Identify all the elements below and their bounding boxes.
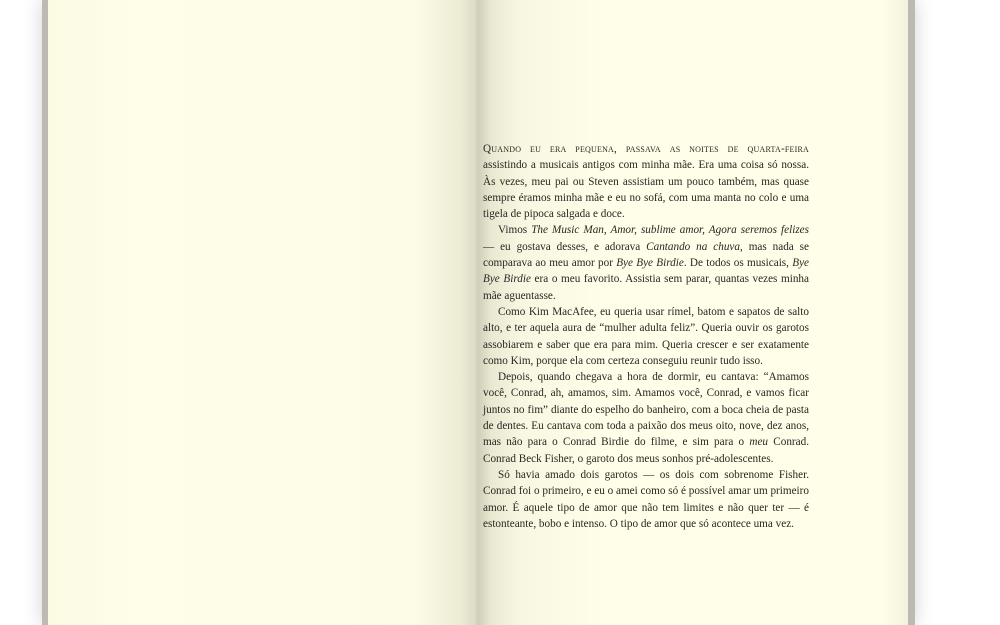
chapter-opening-smallcaps: Quando eu era pequena, passava as noites de quarta-feira (483, 143, 809, 155)
film-title-birdie-2: Bye Bye Birdie (483, 257, 809, 286)
paragraph-2-text-b: — eu gostava desses, e adorava (483, 240, 647, 253)
paragraph-2-text-e: era o meu favorito. Assistia sem parar, quantas vezes minha mãe aguentasse. (483, 273, 809, 302)
paragraph-4-text-a: Depois, quando chegava a hora de dormir, eu cantava: “Amamos você, Conrad, ah, amamos, sim. Amamos você, Conrad, e vamos ficar juntos no fim” diante do espelho do banheiro, com a boca cheia de pasta de dentes. Eu cantava com toda a paixão dos meus oito, nove, dez anos, mas não para o Conrad Birdie do filme, e sim para o (483, 371, 809, 449)
film-titles-italic: The Music Man, Amor, sublime amor, Agora seremos felizes (531, 224, 809, 237)
paragraph-4 (483, 369, 809, 467)
paragraph-4-text-b: Conrad. Conrad Beck Fisher, o garoto dos meus sonhos pré-adolescentes. (483, 436, 810, 465)
chapter-text (483, 141, 809, 532)
left-page-blank[interactable] (48, 0, 478, 625)
paragraph-1-text: assistindo a musicais antigos com minha mãe. Era uma coisa só nossa. Às vezes, meu pai ou Steven assistiam um pouco também, mas quase sempre éramos minha mãe e eu no sofá, com uma manta no colo e uma tigela de pipoca salgada e doce. (483, 159, 809, 221)
paragraph-2-text-a: Vimos (498, 224, 532, 237)
emphasis-meu: meu (749, 436, 769, 449)
paragraph-2 (483, 222, 809, 303)
paragraph-3: Como Kim MacAfee, eu queria usar rímel, batom e sapatos de salto alto, e ter aquela aura de “mulher adulta feliz”. Queria ouvir os garotos assobiarem e saber que era para mim. Queria crescer e ser exatamente como Kim, porque ela com certeza conseguiu reunir tudo isso. (483, 305, 809, 367)
paragraph-5: Só havia amado dois garotos — os dois com sobrenome Fisher. Conrad foi o primeiro, e eu o amei como só é possível amar um primeiro amor. É aquele tipo de amor que não tem limites e não quer ter — é estonteante, bobo e intenso. O tipo de amor que só acontece uma vez. (483, 468, 809, 530)
film-title-cantando: Cantando na chuva (646, 240, 740, 253)
paragraph-2-text-c: , mas nada se comparava ao meu amor por (483, 240, 809, 270)
paragraph-1 (483, 141, 809, 222)
film-title-birdie-1: Bye Bye Birdie (616, 257, 684, 270)
paragraph-2-text-d: . De todos os musicais, (683, 257, 793, 270)
